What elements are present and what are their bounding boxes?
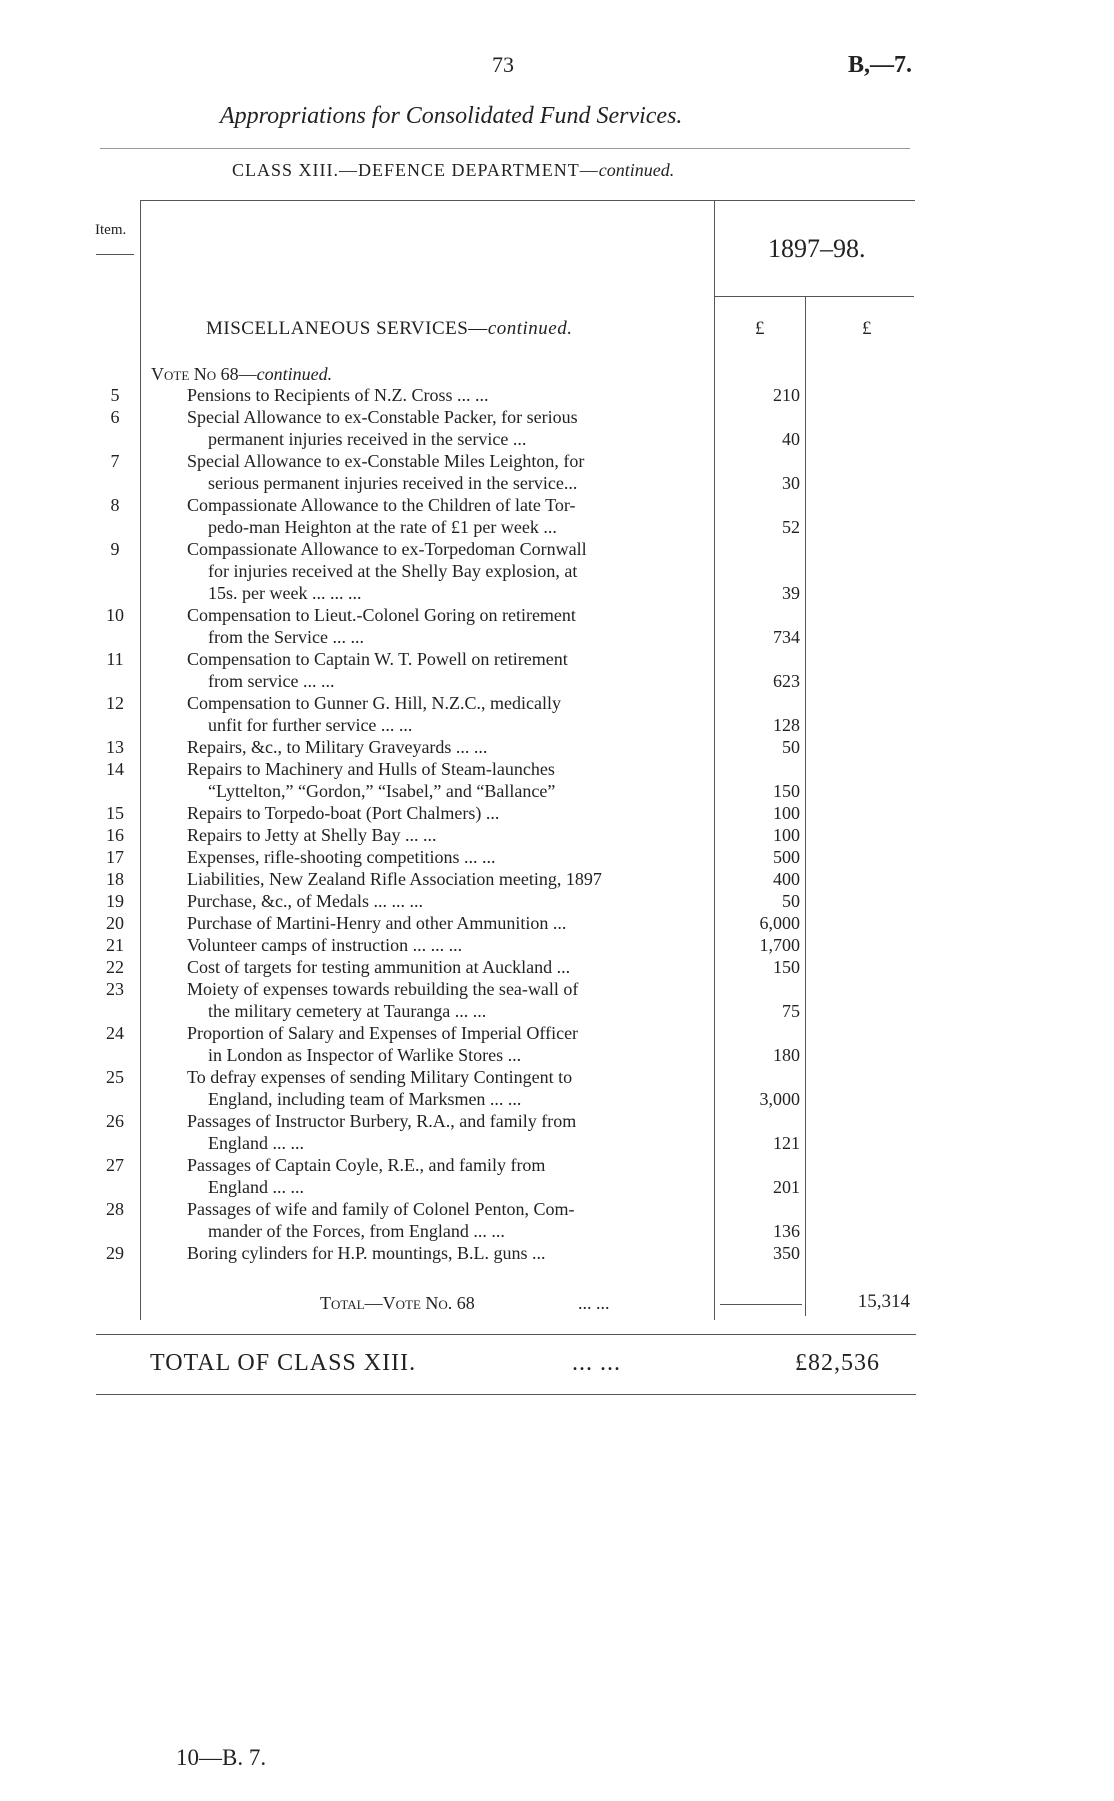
item-number: 13 xyxy=(106,737,124,757)
table-row xyxy=(0,1199,1114,1221)
table-row xyxy=(0,1089,1114,1111)
item-description: Liabilities, New Zealand Rifle Association meeting, 1897 xyxy=(187,869,602,889)
table-row xyxy=(0,1001,1114,1023)
item-amount: 500 xyxy=(773,847,800,867)
table-row xyxy=(0,913,1114,935)
table-row xyxy=(0,1177,1114,1199)
section-title xyxy=(206,318,573,340)
item-description: England ... ... xyxy=(208,1133,304,1153)
table-row xyxy=(0,1133,1114,1155)
table-row xyxy=(0,561,1114,583)
item-number: 20 xyxy=(106,913,124,933)
item-amount: 400 xyxy=(773,869,800,889)
item-description: Special Allowance to ex-Constable Miles Leighton, for xyxy=(187,451,585,471)
document-reference: B,—7. xyxy=(848,52,913,78)
class-total-bottom-rule xyxy=(96,1394,916,1395)
pound-sign-column2: £ xyxy=(862,318,872,339)
item-number: 7 xyxy=(110,451,120,471)
item-description: Repairs, &c., to Military Graveyards ... ... xyxy=(187,737,488,757)
item-number: 27 xyxy=(106,1155,124,1175)
item-amount: 734 xyxy=(773,627,800,647)
item-description: for injuries received at the Shelly Bay explosion, at xyxy=(208,561,578,581)
item-description: England ... ... xyxy=(208,1177,304,1197)
item-amount: 40 xyxy=(782,429,800,449)
item-amount: 350 xyxy=(773,1243,800,1263)
item-description: Compensation to Lieut.-Colonel Goring on retirement xyxy=(187,605,576,625)
item-amount: 52 xyxy=(782,517,800,537)
item-description: To defray expenses of sending Military Contingent to xyxy=(187,1067,573,1087)
table-row xyxy=(0,1221,1114,1243)
item-description: England, including team of Marksmen ... ... xyxy=(208,1089,522,1109)
table-row xyxy=(0,385,1114,407)
item-description: in London as Inspector of Warlike Stores ... xyxy=(208,1045,522,1065)
vote-continued: continued. xyxy=(256,364,333,384)
year-underline xyxy=(714,296,914,297)
table-row xyxy=(0,649,1114,671)
table-row xyxy=(0,473,1114,495)
page-number: 73 xyxy=(492,52,514,77)
item-column-header: Item. xyxy=(95,222,127,238)
item-description: Special Allowance to ex-Constable Packer, for serious xyxy=(187,407,578,427)
table-row xyxy=(0,671,1114,693)
item-description: permanent injuries received in the service ... xyxy=(208,429,527,449)
item-description: “Lyttelton,” “Gordon,” “Isabel,” and “Ballance” xyxy=(208,781,556,801)
table-row xyxy=(0,583,1114,605)
vote-label: Vote No 68— xyxy=(151,364,257,384)
item-amount: 6,000 xyxy=(759,913,800,933)
item-amount: 50 xyxy=(782,891,800,911)
item-amount: 30 xyxy=(782,473,800,493)
item-description: Compensation to Captain W. T. Powell on retirement xyxy=(187,649,568,669)
table-row xyxy=(0,429,1114,451)
item-number: 6 xyxy=(110,407,120,427)
item-description: the military cemetery at Tauranga ... ... xyxy=(208,1001,487,1021)
table-row xyxy=(0,693,1114,715)
item-amount: 121 xyxy=(773,1133,800,1153)
item-number: 28 xyxy=(106,1199,124,1219)
item-amount: 150 xyxy=(773,781,800,801)
item-description: Purchase, &c., of Medals ... ... ... xyxy=(187,891,423,911)
table-row xyxy=(0,1067,1114,1089)
class-title xyxy=(232,160,674,181)
item-description: Repairs to Jetty at Shelly Bay ... ... xyxy=(187,825,437,845)
item-number: 17 xyxy=(106,847,124,867)
item-description: Cost of targets for testing ammunition at Auckland ... xyxy=(187,957,571,977)
item-amount: 1,700 xyxy=(759,935,800,955)
table-row xyxy=(0,605,1114,627)
item-description: from the Service ... ... xyxy=(208,627,364,647)
item-number: 14 xyxy=(106,759,124,779)
item-number: 22 xyxy=(106,957,124,977)
item-amount: 75 xyxy=(782,1001,800,1021)
table-row xyxy=(0,759,1114,781)
item-number: 12 xyxy=(106,693,124,713)
table-row xyxy=(0,517,1114,539)
item-number: 9 xyxy=(110,539,120,559)
page-title: Appropriations for Consolidated Fund Services. xyxy=(220,103,683,129)
item-description: Proportion of Salary and Expenses of Imperial Officer xyxy=(187,1023,579,1043)
item-description: Compassionate Allowance to the Children of late Tor- xyxy=(187,495,576,515)
item-description: pedo-man Heighton at the rate of £1 per week ... xyxy=(208,517,557,537)
item-description: Repairs to Torpedo-boat (Port Chalmers) ... xyxy=(187,803,500,823)
table-row xyxy=(0,407,1114,429)
header-rule xyxy=(100,148,910,149)
table-row xyxy=(0,847,1114,869)
item-amount: 100 xyxy=(773,825,800,845)
item-number: 21 xyxy=(106,935,124,955)
table-row xyxy=(0,1045,1114,1067)
item-amount: 39 xyxy=(782,583,800,603)
year-column-header: 1897–98. xyxy=(768,234,866,263)
item-description: Boring cylinders for H.P. mountings, B.L. guns ... xyxy=(187,1243,546,1263)
class-total-top-rule xyxy=(96,1334,916,1335)
table-row xyxy=(0,781,1114,803)
class-title-continued: continued. xyxy=(598,160,675,180)
table-row xyxy=(0,803,1114,825)
item-amount: 100 xyxy=(773,803,800,823)
vote-heading xyxy=(151,364,332,385)
item-number: 24 xyxy=(106,1023,124,1043)
table-row xyxy=(0,957,1114,979)
item-description: Expenses, rifle-shooting competitions ... ... xyxy=(187,847,496,867)
item-number: 19 xyxy=(106,891,124,911)
item-amount: 50 xyxy=(782,737,800,757)
class-total-dots: ... ... xyxy=(572,1350,621,1376)
item-description: from service ... ... xyxy=(208,671,335,691)
item-amount: 201 xyxy=(773,1177,800,1197)
item-number: 26 xyxy=(106,1111,124,1131)
item-header-underline xyxy=(96,254,134,255)
item-number: 29 xyxy=(106,1243,124,1263)
item-description: Passages of wife and family of Colonel Penton, Com- xyxy=(187,1199,575,1219)
item-description: Passages of Captain Coyle, R.E., and family from xyxy=(187,1155,546,1175)
table-row xyxy=(0,737,1114,759)
item-amount: 3,000 xyxy=(759,1089,800,1109)
section-title-continued: continued. xyxy=(487,318,573,339)
item-number: 8 xyxy=(110,495,120,515)
table-row xyxy=(0,1155,1114,1177)
item-amount: 150 xyxy=(773,957,800,977)
section-title-text: MISCELLANEOUS SERVICES— xyxy=(206,318,488,339)
class-title-text: CLASS XIII.—DEFENCE DEPARTMENT— xyxy=(232,160,599,180)
table-row xyxy=(0,1243,1114,1265)
table-top-rule xyxy=(140,200,915,201)
item-number: 15 xyxy=(106,803,124,823)
vote-total-rule xyxy=(720,1304,802,1305)
table-row xyxy=(0,825,1114,847)
item-description: unfit for further service ... ... xyxy=(208,715,413,735)
item-description: serious permanent injuries received in the service... xyxy=(208,473,578,493)
table-row xyxy=(0,539,1114,561)
item-description: mander of the Forces, from England ... ... xyxy=(208,1221,505,1241)
item-number: 18 xyxy=(106,869,124,889)
footer-signature: 10—B. 7. xyxy=(176,1745,267,1770)
table-row xyxy=(0,979,1114,1001)
table-row xyxy=(0,627,1114,649)
table-row xyxy=(0,1111,1114,1133)
table-row xyxy=(0,1023,1114,1045)
item-amount: 210 xyxy=(773,385,800,405)
item-number: 23 xyxy=(106,979,124,999)
item-number: 5 xyxy=(110,385,120,405)
item-description: Pensions to Recipients of N.Z. Cross ... ... xyxy=(187,385,489,405)
item-number: 11 xyxy=(106,649,124,669)
item-description: Repairs to Machinery and Hulls of Steam-launches xyxy=(187,759,555,779)
table-row xyxy=(0,715,1114,737)
item-number: 10 xyxy=(106,605,124,625)
item-description: Moiety of expenses towards rebuilding the sea-wall of xyxy=(187,979,579,999)
item-amount: 128 xyxy=(773,715,800,735)
vote-total-dots: ... ... xyxy=(578,1293,610,1313)
item-amount: 180 xyxy=(773,1045,800,1065)
item-description: Purchase of Martini-Henry and other Ammunition ... xyxy=(187,913,567,933)
class-total-amount: £82,536 xyxy=(795,1350,880,1376)
item-description: Compassionate Allowance to ex-Torpedoman Cornwall xyxy=(187,539,587,559)
vote-total-label: Total—Vote No. 68 xyxy=(320,1293,475,1313)
table-row xyxy=(0,891,1114,913)
item-description: Volunteer camps of instruction ... ... ... xyxy=(187,935,463,955)
item-amount: 623 xyxy=(773,671,800,691)
item-description: 15s. per week ... ... ... xyxy=(208,583,362,603)
item-number: 25 xyxy=(106,1067,124,1087)
table-row xyxy=(0,935,1114,957)
vote-total-amount: 15,314 xyxy=(857,1291,910,1312)
pound-sign-column1: £ xyxy=(755,318,765,339)
item-description: Compensation to Gunner G. Hill, N.Z.C., medically xyxy=(187,693,561,713)
table-row xyxy=(0,869,1114,891)
item-number: 16 xyxy=(106,825,124,845)
class-total-label: TOTAL OF CLASS XIII. xyxy=(150,1350,417,1376)
item-amount: 136 xyxy=(773,1221,800,1241)
table-row xyxy=(0,495,1114,517)
item-description: Passages of Instructor Burbery, R.A., and family from xyxy=(187,1111,577,1131)
table-row xyxy=(0,451,1114,473)
